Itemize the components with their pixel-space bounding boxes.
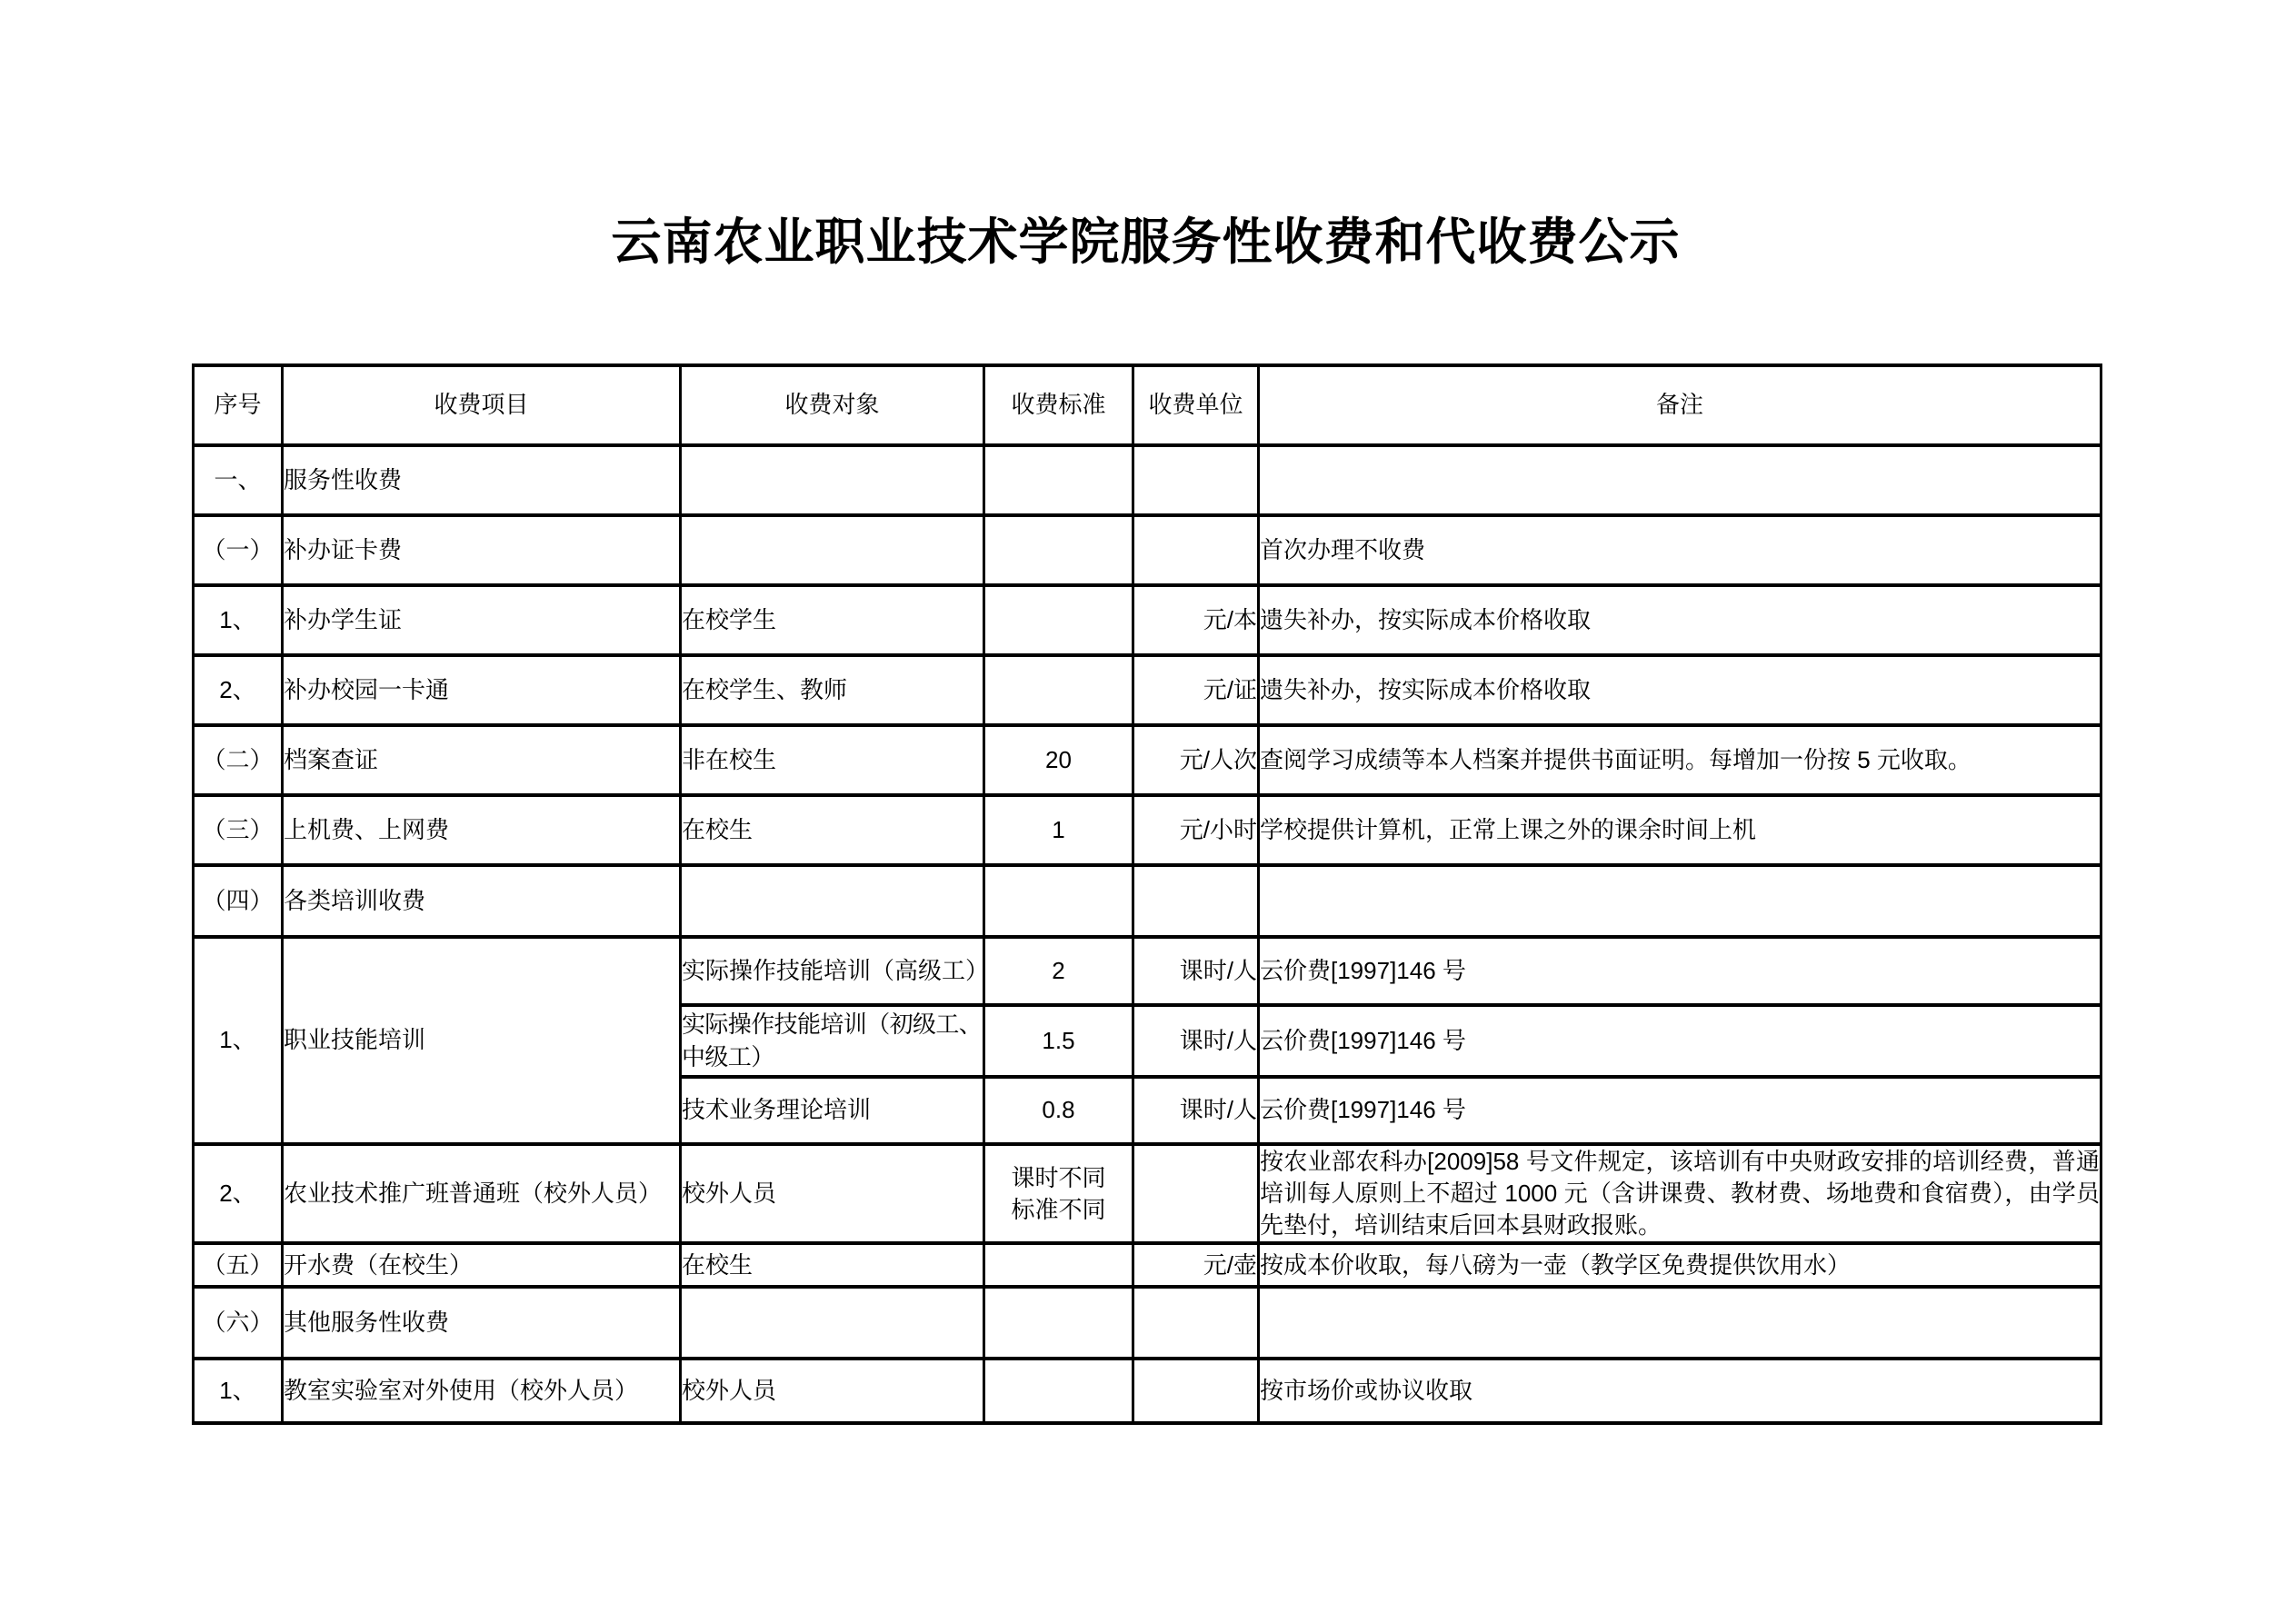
cell-target: 实际操作技能培训（初级工、中级工） xyxy=(681,1005,984,1077)
cell-item: 各类培训收费 xyxy=(283,865,681,937)
cell-seq: （一） xyxy=(194,515,283,585)
cell-target: 非在校生 xyxy=(681,725,984,795)
cell-standard xyxy=(984,1144,1133,1243)
table-row xyxy=(194,1243,2101,1287)
fee-table xyxy=(192,363,2102,1425)
cell-unit xyxy=(1133,1287,1259,1359)
cell-target xyxy=(681,865,984,937)
cell-note: 云价费[1997]146 号 xyxy=(1259,1077,2101,1144)
table-row xyxy=(194,655,2101,725)
page-title: 云南农业职业技术学院服务性收费和代收费公示 xyxy=(611,214,1681,270)
cell-note: 按市场价或协议收取 xyxy=(1259,1359,2101,1423)
cell-target: 在校生 xyxy=(681,795,984,865)
cell-item: 教室实验室对外使用（校外人员） xyxy=(283,1359,681,1423)
cell-standard xyxy=(984,445,1133,515)
cell-seq: （五） xyxy=(194,1243,283,1287)
cell-unit: 课时/人 xyxy=(1133,1005,1259,1077)
cell-note xyxy=(1259,1287,2101,1359)
cell-unit: 元/人次 xyxy=(1133,725,1259,795)
cell-unit xyxy=(1133,515,1259,585)
cell-item: 补办校园一卡通 xyxy=(283,655,681,725)
cell-standard: 1 xyxy=(984,795,1133,865)
cell-note: 云价费[1997]146 号 xyxy=(1259,1005,2101,1077)
table-row xyxy=(194,725,2101,795)
cell-item: 补办证卡费 xyxy=(283,515,681,585)
cell-note: 学校提供计算机，正常上课之外的课余时间上机 xyxy=(1259,795,2101,865)
cell-unit: 元/小时 xyxy=(1133,795,1259,865)
table-row xyxy=(194,937,2101,1005)
col-header-unit: 收费单位 xyxy=(1133,365,1259,445)
cell-standard xyxy=(984,1287,1133,1359)
cell-unit xyxy=(1133,445,1259,515)
cell-standard xyxy=(984,865,1133,937)
cell-note xyxy=(1259,865,2101,937)
cell-seq: 1、 xyxy=(194,1359,283,1423)
cell-target: 在校生 xyxy=(681,1243,984,1287)
table-row xyxy=(194,585,2101,655)
cell-seq: 一、 xyxy=(194,445,283,515)
cell-unit xyxy=(1133,865,1259,937)
table-row xyxy=(194,1287,2101,1359)
cell-note: 首次办理不收费 xyxy=(1259,515,2101,585)
cell-seq: 2、 xyxy=(194,1144,283,1243)
cell-note: 遗失补办，按实际成本价格收取 xyxy=(1259,585,2101,655)
table-row xyxy=(194,795,2101,865)
cell-seq: （六） xyxy=(194,1287,283,1359)
cell-item: 补办学生证 xyxy=(283,585,681,655)
cell-seq: 1、 xyxy=(194,585,283,655)
cell-standard xyxy=(984,655,1133,725)
cell-item: 上机费、上网费 xyxy=(283,795,681,865)
cell-target: 校外人员 xyxy=(681,1144,984,1243)
cell-unit: 元/证 xyxy=(1133,655,1259,725)
cell-item: 档案查证 xyxy=(283,725,681,795)
cell-unit xyxy=(1133,1359,1259,1423)
header-row xyxy=(194,365,2101,445)
cell-target: 校外人员 xyxy=(681,1359,984,1423)
cell-note: 遗失补办，按实际成本价格收取 xyxy=(1259,655,2101,725)
table-row xyxy=(194,1359,2101,1423)
table-row xyxy=(194,1144,2101,1243)
cell-target: 在校学生、教师 xyxy=(681,655,984,725)
cell-target: 在校学生 xyxy=(681,585,984,655)
cell-target xyxy=(681,515,984,585)
cell-item: 服务性收费 xyxy=(283,445,681,515)
cell-unit: 课时/人 xyxy=(1133,937,1259,1005)
cell-standard: 20 xyxy=(984,725,1133,795)
cell-item: 职业技能培训 xyxy=(283,937,681,1144)
cell-note: 按成本价收取，每八磅为一壶（教学区免费提供饮用水） xyxy=(1259,1243,2101,1287)
cell-standard: 0.8 xyxy=(984,1077,1133,1144)
cell-seq: （三） xyxy=(194,795,283,865)
cell-item: 农业技术推广班普通班（校外人员） xyxy=(283,1144,681,1243)
cell-seq: 2、 xyxy=(194,655,283,725)
cell-standard: 1.5 xyxy=(984,1005,1133,1077)
cell-standard xyxy=(984,1243,1133,1287)
cell-note: 云价费[1997]146 号 xyxy=(1259,937,2101,1005)
standard-line: 课时不同 xyxy=(1011,1163,1106,1191)
cell-target xyxy=(681,1287,984,1359)
cell-target: 技术业务理论培训 xyxy=(681,1077,984,1144)
cell-target: 实际操作技能培训（高级工） xyxy=(681,937,984,1005)
standard-line: 标准不同 xyxy=(1011,1195,1106,1223)
cell-seq: （二） xyxy=(194,725,283,795)
cell-note xyxy=(1259,445,2101,515)
cell-unit: 元/本 xyxy=(1133,585,1259,655)
cell-standard xyxy=(984,585,1133,655)
cell-standard: 2 xyxy=(984,937,1133,1005)
col-header-target: 收费对象 xyxy=(681,365,984,445)
cell-target xyxy=(681,445,984,515)
cell-standard xyxy=(984,1359,1133,1423)
col-header-standard: 收费标准 xyxy=(984,365,1133,445)
col-header-seq: 序号 xyxy=(194,365,283,445)
cell-item: 其他服务性收费 xyxy=(283,1287,681,1359)
table-row xyxy=(194,865,2101,937)
cell-unit xyxy=(1133,1144,1259,1243)
col-header-item: 收费项目 xyxy=(283,365,681,445)
cell-note: 查阅学习成绩等本人档案并提供书面证明。每增加一份按 5 元收取。 xyxy=(1259,725,2101,795)
table-row xyxy=(194,515,2101,585)
table-row xyxy=(194,445,2101,515)
cell-item: 开水费（在校生） xyxy=(283,1243,681,1287)
cell-seq: （四） xyxy=(194,865,283,937)
cell-standard xyxy=(984,515,1133,585)
cell-unit: 课时/人 xyxy=(1133,1077,1259,1144)
cell-unit: 元/壶 xyxy=(1133,1243,1259,1287)
cell-note: 按农业部农科办[2009]58 号文件规定，该培训有中央财政安排的培训经费，普通培训每人原则上不超过 1000 元（含讲课费、教材费、场地费和食宿费），由学员先垫付，培训结束后回本县财政报账。 xyxy=(1259,1144,2101,1243)
col-header-note: 备注 xyxy=(1259,365,2101,445)
cell-seq: 1、 xyxy=(194,937,283,1144)
